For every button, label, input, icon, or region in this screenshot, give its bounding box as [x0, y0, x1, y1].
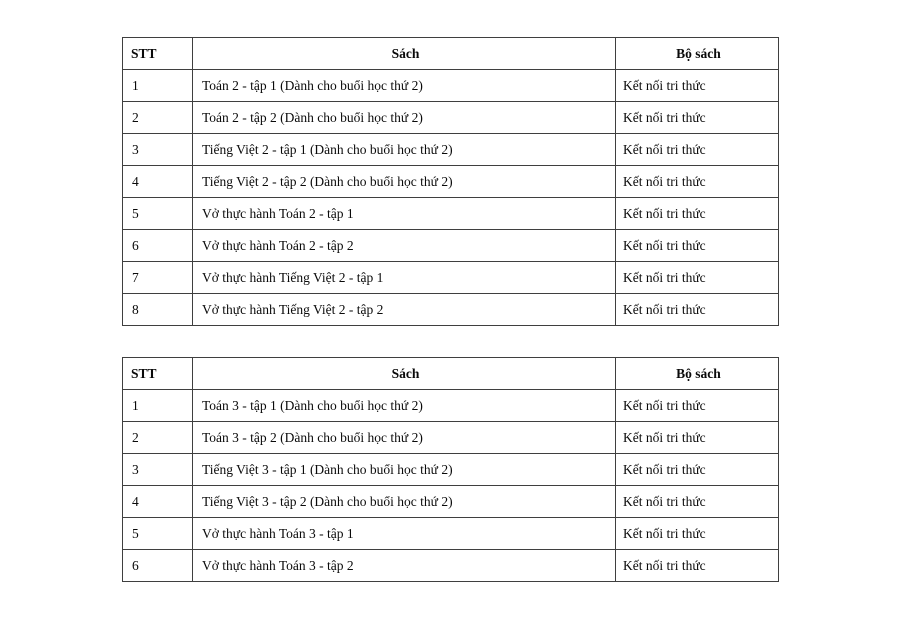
table-row — [123, 70, 779, 102]
cell-series: Kết nối tri thức — [616, 454, 779, 486]
cell-stt: 2 — [123, 422, 193, 454]
cell-book-title: Toán 3 - tập 1 (Dành cho buổi học thứ 2) — [193, 390, 616, 422]
column-header-book: Sách — [193, 358, 616, 390]
cell-stt: 5 — [123, 518, 193, 550]
column-header-stt: STT — [123, 38, 193, 70]
table-row — [123, 134, 779, 166]
cell-stt: 4 — [123, 486, 193, 518]
cell-stt: 3 — [123, 454, 193, 486]
table-row — [123, 486, 779, 518]
cell-stt: 7 — [123, 262, 193, 294]
cell-stt: 5 — [123, 198, 193, 230]
table-row — [123, 166, 779, 198]
cell-stt: 4 — [123, 166, 193, 198]
cell-series: Kết nối tri thức — [616, 102, 779, 134]
cell-book-title: Vở thực hành Toán 3 - tập 1 — [193, 518, 616, 550]
cell-series: Kết nối tri thức — [616, 486, 779, 518]
table-row — [123, 422, 779, 454]
cell-series: Kết nối tri thức — [616, 262, 779, 294]
cell-series: Kết nối tri thức — [616, 518, 779, 550]
table-row — [123, 518, 779, 550]
table-row — [123, 550, 779, 582]
cell-book-title: Vở thực hành Toán 2 - tập 2 — [193, 230, 616, 262]
cell-book-title: Toán 3 - tập 2 (Dành cho buổi học thứ 2) — [193, 422, 616, 454]
cell-stt: 6 — [123, 230, 193, 262]
cell-book-title: Toán 2 - tập 2 (Dành cho buổi học thứ 2) — [193, 102, 616, 134]
table-row — [123, 198, 779, 230]
textbook-table-grade-2 — [122, 37, 779, 326]
cell-series: Kết nối tri thức — [616, 390, 779, 422]
table-row — [123, 102, 779, 134]
textbook-table-grade-3 — [122, 357, 779, 582]
cell-stt: 6 — [123, 550, 193, 582]
cell-series: Kết nối tri thức — [616, 166, 779, 198]
cell-series: Kết nối tri thức — [616, 422, 779, 454]
cell-book-title: Toán 2 - tập 1 (Dành cho buổi học thứ 2) — [193, 70, 616, 102]
cell-book-title: Vở thực hành Tiếng Việt 2 - tập 1 — [193, 262, 616, 294]
cell-book-title: Tiếng Việt 3 - tập 2 (Dành cho buổi học thứ 2) — [193, 486, 616, 518]
cell-book-title: Vở thực hành Toán 3 - tập 2 — [193, 550, 616, 582]
table-header-row — [123, 358, 779, 390]
cell-series: Kết nối tri thức — [616, 550, 779, 582]
cell-book-title: Vở thực hành Toán 2 - tập 1 — [193, 198, 616, 230]
table-header-row — [123, 38, 779, 70]
table-row — [123, 294, 779, 326]
cell-book-title: Tiếng Việt 2 - tập 1 (Dành cho buổi học thứ 2) — [193, 134, 616, 166]
column-header-series: Bộ sách — [616, 38, 779, 70]
column-header-book: Sách — [193, 38, 616, 70]
cell-stt: 1 — [123, 70, 193, 102]
column-header-stt: STT — [123, 358, 193, 390]
cell-series: Kết nối tri thức — [616, 198, 779, 230]
cell-stt: 1 — [123, 390, 193, 422]
cell-book-title: Tiếng Việt 3 - tập 1 (Dành cho buổi học thứ 2) — [193, 454, 616, 486]
cell-stt: 3 — [123, 134, 193, 166]
cell-series: Kết nối tri thức — [616, 230, 779, 262]
cell-book-title: Vở thực hành Tiếng Việt 2 - tập 2 — [193, 294, 616, 326]
cell-book-title: Tiếng Việt 2 - tập 2 (Dành cho buổi học thứ 2) — [193, 166, 616, 198]
table-row — [123, 454, 779, 486]
cell-stt: 2 — [123, 102, 193, 134]
cell-series: Kết nối tri thức — [616, 294, 779, 326]
cell-series: Kết nối tri thức — [616, 70, 779, 102]
cell-series: Kết nối tri thức — [616, 134, 779, 166]
cell-stt: 8 — [123, 294, 193, 326]
table-row — [123, 230, 779, 262]
table-row — [123, 390, 779, 422]
column-header-series: Bộ sách — [616, 358, 779, 390]
table-row — [123, 262, 779, 294]
